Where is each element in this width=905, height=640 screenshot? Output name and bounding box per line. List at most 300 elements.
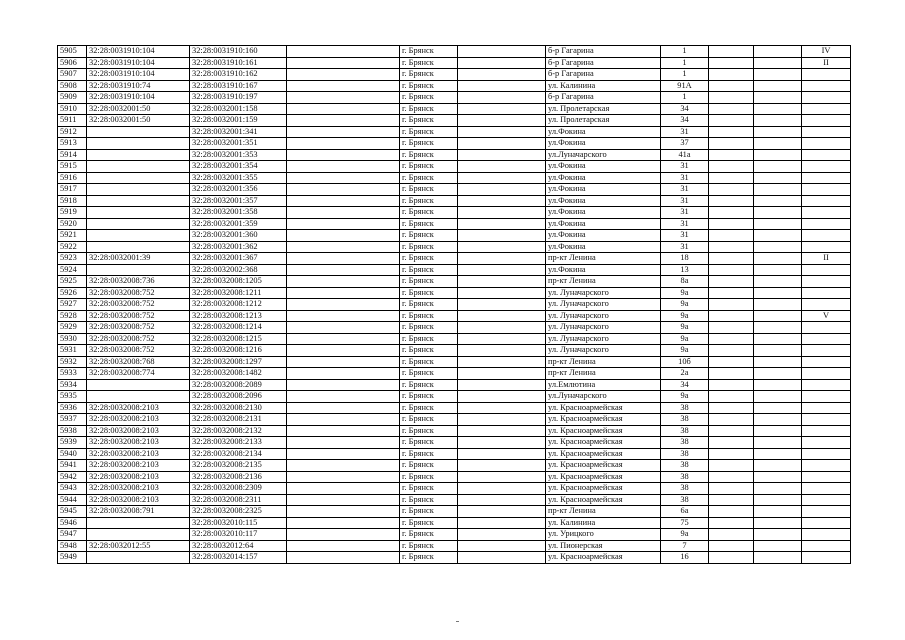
cell-empty-cell: [458, 276, 546, 288]
cell-city: г. Брянск: [400, 218, 458, 230]
cell-object-cadastral-number: 32:28:0032001:362: [190, 241, 287, 253]
cell-empty-cell: [458, 310, 546, 322]
cell-house-number: 16: [661, 552, 709, 564]
cell-empty-cell: [458, 368, 546, 380]
cell-empty-cell: [287, 287, 400, 299]
cell-empty-cell: [458, 80, 546, 92]
cell-object-cadastral-number: 32:28:0032008:1215: [190, 333, 287, 345]
table-row: [58, 368, 851, 380]
cell-empty-cell: [709, 69, 754, 81]
cell-empty-cell: [287, 69, 400, 81]
cell-object-cadastral-number: 32:28:0032008:1205: [190, 276, 287, 288]
cell-house-number: 34: [661, 103, 709, 115]
cell-empty-cell: [709, 115, 754, 127]
cell-empty-cell: [709, 253, 754, 265]
cell-empty-cell: [709, 241, 754, 253]
cell-empty-cell: [754, 517, 802, 529]
cell-street: ул.Луначарского: [546, 391, 661, 403]
cell-object-cadastral-number: 32:28:0032008:2309: [190, 483, 287, 495]
cell-object-cadastral-number: 32:28:0032008:2130: [190, 402, 287, 414]
cell-land-cadastral-number: [87, 161, 190, 173]
cell-house-number: 1: [661, 46, 709, 58]
cell-land-cadastral-number: 32:28:0032001:50: [87, 103, 190, 115]
cell-empty-cell: [458, 161, 546, 173]
cell-empty-cell: [754, 356, 802, 368]
cell-empty-cell: [287, 414, 400, 426]
cell-record-number: 5928: [58, 310, 87, 322]
cell-empty-cell: [458, 115, 546, 127]
cell-empty-cell: [754, 299, 802, 311]
cell-house-number: 31: [661, 161, 709, 173]
cell-category: [802, 92, 851, 104]
cell-city: г. Брянск: [400, 322, 458, 334]
cell-street: ул. Красноармейская: [546, 402, 661, 414]
cell-street: ул. Пролетарская: [546, 103, 661, 115]
cell-object-cadastral-number: 32:28:0032008:2136: [190, 471, 287, 483]
cell-empty-cell: [709, 310, 754, 322]
cell-empty-cell: [754, 241, 802, 253]
cell-empty-cell: [754, 69, 802, 81]
cell-city: г. Брянск: [400, 529, 458, 541]
cell-category: [802, 161, 851, 173]
cell-empty-cell: [458, 333, 546, 345]
cell-object-cadastral-number: 32:28:0032001:357: [190, 195, 287, 207]
cell-empty-cell: [709, 230, 754, 242]
cell-house-number: 18: [661, 253, 709, 265]
cell-street: ул. Красноармейская: [546, 414, 661, 426]
cell-land-cadastral-number: 32:28:0032008:2103: [87, 494, 190, 506]
cell-empty-cell: [458, 138, 546, 150]
cell-empty-cell: [458, 425, 546, 437]
cell-city: г. Брянск: [400, 460, 458, 472]
cell-city: г. Брянск: [400, 448, 458, 460]
cell-empty-cell: [754, 529, 802, 541]
cell-street: ул. Красноармейская: [546, 425, 661, 437]
cell-empty-cell: [287, 437, 400, 449]
cell-empty-cell: [754, 195, 802, 207]
cell-empty-cell: [709, 494, 754, 506]
cell-street: ул. Красноармейская: [546, 483, 661, 495]
cell-category: V: [802, 310, 851, 322]
cell-empty-cell: [754, 379, 802, 391]
cell-record-number: 5908: [58, 80, 87, 92]
cell-object-cadastral-number: 32:28:0032014:157: [190, 552, 287, 564]
cell-empty-cell: [754, 345, 802, 357]
cell-empty-cell: [458, 218, 546, 230]
cell-empty-cell: [287, 471, 400, 483]
cell-object-cadastral-number: 32:28:0032008:2133: [190, 437, 287, 449]
cell-record-number: 5944: [58, 494, 87, 506]
cell-land-cadastral-number: 32:28:0031910:104: [87, 92, 190, 104]
cell-empty-cell: [287, 264, 400, 276]
cell-empty-cell: [287, 494, 400, 506]
cell-object-cadastral-number: 32:28:0031910:162: [190, 69, 287, 81]
cell-city: г. Брянск: [400, 483, 458, 495]
cell-empty-cell: [709, 299, 754, 311]
cell-empty-cell: [458, 299, 546, 311]
cell-house-number: 9а: [661, 529, 709, 541]
cell-category: [802, 115, 851, 127]
cell-object-cadastral-number: 32:28:0032001:341: [190, 126, 287, 138]
cell-empty-cell: [458, 253, 546, 265]
cell-house-number: 31: [661, 218, 709, 230]
cell-empty-cell: [709, 448, 754, 460]
cell-city: г. Брянск: [400, 552, 458, 564]
cell-empty-cell: [287, 57, 400, 69]
cell-empty-cell: [458, 483, 546, 495]
cell-empty-cell: [754, 391, 802, 403]
cell-city: г. Брянск: [400, 391, 458, 403]
cell-land-cadastral-number: [87, 241, 190, 253]
cell-record-number: 5942: [58, 471, 87, 483]
cell-category: [802, 460, 851, 472]
cell-house-number: 38: [661, 483, 709, 495]
cell-empty-cell: [287, 103, 400, 115]
cell-object-cadastral-number: 32:28:0032001:360: [190, 230, 287, 242]
cell-category: [802, 230, 851, 242]
cell-record-number: 5933: [58, 368, 87, 380]
cell-empty-cell: [709, 57, 754, 69]
table-row: [58, 172, 851, 184]
cell-house-number: 31: [661, 184, 709, 196]
cell-record-number: 5923: [58, 253, 87, 265]
cell-empty-cell: [458, 322, 546, 334]
cell-empty-cell: [709, 172, 754, 184]
cell-record-number: 5939: [58, 437, 87, 449]
cell-empty-cell: [287, 506, 400, 518]
cell-record-number: 5943: [58, 483, 87, 495]
cell-street: ул. Пионерская: [546, 540, 661, 552]
table-row: [58, 356, 851, 368]
cell-empty-cell: [709, 80, 754, 92]
table-row: [58, 391, 851, 403]
cell-land-cadastral-number: 32:28:0031910:104: [87, 69, 190, 81]
cell-land-cadastral-number: [87, 149, 190, 161]
cell-record-number: 5913: [58, 138, 87, 150]
cell-street: ул.Фокина: [546, 126, 661, 138]
cell-house-number: 38: [661, 402, 709, 414]
cell-category: [802, 368, 851, 380]
table-row: [58, 207, 851, 219]
cell-empty-cell: [287, 402, 400, 414]
table-row: [58, 195, 851, 207]
cell-empty-cell: [287, 138, 400, 150]
cell-house-number: 34: [661, 115, 709, 127]
cell-street: пр-кт Ленина: [546, 276, 661, 288]
cell-house-number: 31: [661, 241, 709, 253]
cell-category: [802, 391, 851, 403]
cell-category: [802, 402, 851, 414]
cell-empty-cell: [754, 483, 802, 495]
cell-record-number: 5912: [58, 126, 87, 138]
cell-empty-cell: [709, 402, 754, 414]
cell-house-number: 9а: [661, 310, 709, 322]
cell-empty-cell: [287, 333, 400, 345]
cell-empty-cell: [754, 310, 802, 322]
table-row: [58, 287, 851, 299]
cell-street: ул.Фокина: [546, 184, 661, 196]
cell-category: [802, 103, 851, 115]
table-row: [58, 494, 851, 506]
cell-category: [802, 483, 851, 495]
cell-land-cadastral-number: 32:28:0032008:2103: [87, 437, 190, 449]
cell-empty-cell: [287, 92, 400, 104]
cell-category: II: [802, 57, 851, 69]
cell-street: б-р Гагарина: [546, 92, 661, 104]
table-row: [58, 161, 851, 173]
cell-empty-cell: [287, 207, 400, 219]
cell-empty-cell: [754, 184, 802, 196]
cell-empty-cell: [458, 402, 546, 414]
cell-category: [802, 552, 851, 564]
cell-city: г. Брянск: [400, 402, 458, 414]
registry-sheet: [57, 45, 851, 564]
cell-house-number: 9а: [661, 287, 709, 299]
table-row: [58, 230, 851, 242]
cell-land-cadastral-number: [87, 138, 190, 150]
cell-land-cadastral-number: [87, 379, 190, 391]
cell-city: г. Брянск: [400, 195, 458, 207]
table-row: [58, 46, 851, 58]
cell-empty-cell: [754, 253, 802, 265]
cell-house-number: 41а: [661, 149, 709, 161]
cell-empty-cell: [709, 506, 754, 518]
cell-street: ул.Фокина: [546, 138, 661, 150]
cell-house-number: 8а: [661, 276, 709, 288]
cell-street: б-р Гагарина: [546, 46, 661, 58]
cell-house-number: 10б: [661, 356, 709, 368]
cell-house-number: 9а: [661, 345, 709, 357]
cell-category: [802, 287, 851, 299]
cell-land-cadastral-number: 32:28:0032001:39: [87, 253, 190, 265]
cell-record-number: 5917: [58, 184, 87, 196]
cell-land-cadastral-number: [87, 172, 190, 184]
cell-record-number: 5921: [58, 230, 87, 242]
cell-empty-cell: [287, 230, 400, 242]
cell-empty-cell: [709, 207, 754, 219]
cell-land-cadastral-number: [87, 218, 190, 230]
cell-object-cadastral-number: 32:28:0032012:64: [190, 540, 287, 552]
cell-land-cadastral-number: [87, 126, 190, 138]
cell-empty-cell: [754, 115, 802, 127]
cell-city: г. Брянск: [400, 517, 458, 529]
cell-object-cadastral-number: 32:28:0032001:356: [190, 184, 287, 196]
cell-land-cadastral-number: [87, 529, 190, 541]
cell-empty-cell: [754, 80, 802, 92]
cell-category: [802, 517, 851, 529]
cell-category: II: [802, 253, 851, 265]
cell-empty-cell: [287, 448, 400, 460]
cell-empty-cell: [709, 437, 754, 449]
table-row: [58, 345, 851, 357]
cell-empty-cell: [458, 494, 546, 506]
cell-street: ул. Красноармейская: [546, 552, 661, 564]
cell-city: г. Брянск: [400, 46, 458, 58]
cell-empty-cell: [709, 425, 754, 437]
cell-category: [802, 506, 851, 518]
cell-city: г. Брянск: [400, 310, 458, 322]
cell-city: г. Брянск: [400, 161, 458, 173]
registry-table: [57, 45, 851, 564]
table-row: [58, 103, 851, 115]
cell-house-number: 6а: [661, 506, 709, 518]
cell-empty-cell: [709, 345, 754, 357]
cell-street: ул.Фокина: [546, 218, 661, 230]
cell-object-cadastral-number: 32:28:0032008:1216: [190, 345, 287, 357]
cell-empty-cell: [287, 529, 400, 541]
cell-category: [802, 529, 851, 541]
table-row: [58, 69, 851, 81]
cell-empty-cell: [458, 241, 546, 253]
cell-land-cadastral-number: [87, 391, 190, 403]
cell-city: г. Брянск: [400, 184, 458, 196]
cell-city: г. Брянск: [400, 356, 458, 368]
cell-empty-cell: [458, 552, 546, 564]
cell-empty-cell: [709, 138, 754, 150]
cell-empty-cell: [287, 149, 400, 161]
cell-empty-cell: [458, 230, 546, 242]
cell-empty-cell: [287, 540, 400, 552]
cell-street: ул.Фокина: [546, 207, 661, 219]
table-row: [58, 253, 851, 265]
cell-record-number: 5931: [58, 345, 87, 357]
cell-empty-cell: [709, 218, 754, 230]
cell-category: [802, 414, 851, 426]
cell-land-cadastral-number: [87, 230, 190, 242]
cell-empty-cell: [458, 184, 546, 196]
cell-record-number: 5920: [58, 218, 87, 230]
cell-street: ул. Луначарского: [546, 345, 661, 357]
cell-empty-cell: [709, 483, 754, 495]
cell-record-number: 5905: [58, 46, 87, 58]
cell-house-number: 9а: [661, 333, 709, 345]
cell-city: г. Брянск: [400, 471, 458, 483]
table-row: [58, 471, 851, 483]
cell-city: г. Брянск: [400, 414, 458, 426]
cell-object-cadastral-number: 32:28:0031910:161: [190, 57, 287, 69]
cell-empty-cell: [287, 483, 400, 495]
cell-empty-cell: [287, 517, 400, 529]
cell-empty-cell: [754, 287, 802, 299]
table-row: [58, 333, 851, 345]
cell-empty-cell: [754, 230, 802, 242]
cell-empty-cell: [709, 517, 754, 529]
cell-street: ул.Фокина: [546, 264, 661, 276]
cell-house-number: 31: [661, 172, 709, 184]
cell-empty-cell: [709, 368, 754, 380]
cell-empty-cell: [287, 241, 400, 253]
cell-house-number: 75: [661, 517, 709, 529]
cell-object-cadastral-number: 32:28:0032010:117: [190, 529, 287, 541]
cell-category: [802, 379, 851, 391]
cell-house-number: 1: [661, 57, 709, 69]
cell-city: г. Брянск: [400, 115, 458, 127]
cell-street: пр-кт Ленина: [546, 356, 661, 368]
cell-street: ул.Фокина: [546, 172, 661, 184]
cell-empty-cell: [754, 333, 802, 345]
cell-empty-cell: [458, 195, 546, 207]
cell-empty-cell: [709, 276, 754, 288]
cell-empty-cell: [754, 322, 802, 334]
cell-city: г. Брянск: [400, 368, 458, 380]
cell-object-cadastral-number: 32:28:0032008:2135: [190, 460, 287, 472]
cell-city: г. Брянск: [400, 540, 458, 552]
cell-empty-cell: [458, 69, 546, 81]
cell-category: [802, 322, 851, 334]
cell-house-number: 31: [661, 195, 709, 207]
cell-street: ул. Красноармейская: [546, 448, 661, 460]
cell-category: [802, 149, 851, 161]
cell-city: г. Брянск: [400, 57, 458, 69]
cell-street: пр-кт Ленина: [546, 368, 661, 380]
cell-house-number: 2а: [661, 368, 709, 380]
cell-land-cadastral-number: 32:28:0032008:2103: [87, 414, 190, 426]
table-row: [58, 149, 851, 161]
cell-empty-cell: [709, 379, 754, 391]
cell-category: [802, 218, 851, 230]
cell-house-number: 38: [661, 448, 709, 460]
cell-category: [802, 184, 851, 196]
cell-street: ул. Луначарского: [546, 310, 661, 322]
table-row: [58, 540, 851, 552]
cell-land-cadastral-number: 32:28:0032008:2103: [87, 471, 190, 483]
table-row: [58, 425, 851, 437]
cell-street: ул. Красноармейская: [546, 437, 661, 449]
cell-record-number: 5909: [58, 92, 87, 104]
cell-city: г. Брянск: [400, 69, 458, 81]
cell-land-cadastral-number: 32:28:0032008:2103: [87, 460, 190, 472]
table-row: [58, 184, 851, 196]
cell-land-cadastral-number: 32:28:0032008:752: [87, 287, 190, 299]
cell-record-number: 5932: [58, 356, 87, 368]
registry-body: [58, 46, 851, 564]
cell-record-number: 5941: [58, 460, 87, 472]
table-row: [58, 448, 851, 460]
cell-record-number: 5930: [58, 333, 87, 345]
cell-empty-cell: [754, 57, 802, 69]
cell-category: [802, 299, 851, 311]
table-row: [58, 483, 851, 495]
cell-empty-cell: [287, 115, 400, 127]
table-row: [58, 529, 851, 541]
cell-empty-cell: [287, 126, 400, 138]
cell-empty-cell: [458, 149, 546, 161]
cell-object-cadastral-number: 32:28:0032001:351: [190, 138, 287, 150]
cell-record-number: 5926: [58, 287, 87, 299]
cell-empty-cell: [709, 126, 754, 138]
cell-city: г. Брянск: [400, 126, 458, 138]
cell-empty-cell: [287, 195, 400, 207]
cell-record-number: 5946: [58, 517, 87, 529]
cell-object-cadastral-number: 32:28:0032008:2089: [190, 379, 287, 391]
cell-city: г. Брянск: [400, 207, 458, 219]
cell-object-cadastral-number: 32:28:0032001:158: [190, 103, 287, 115]
cell-city: г. Брянск: [400, 230, 458, 242]
cell-empty-cell: [458, 287, 546, 299]
cell-empty-cell: [458, 540, 546, 552]
cell-city: г. Брянск: [400, 92, 458, 104]
cell-empty-cell: [709, 529, 754, 541]
cell-empty-cell: [754, 494, 802, 506]
cell-empty-cell: [458, 517, 546, 529]
cell-category: [802, 540, 851, 552]
cell-street: ул. Луначарского: [546, 322, 661, 334]
table-row: [58, 92, 851, 104]
cell-city: г. Брянск: [400, 345, 458, 357]
cell-category: [802, 241, 851, 253]
cell-land-cadastral-number: 32:28:0032008:752: [87, 345, 190, 357]
cell-empty-cell: [709, 264, 754, 276]
